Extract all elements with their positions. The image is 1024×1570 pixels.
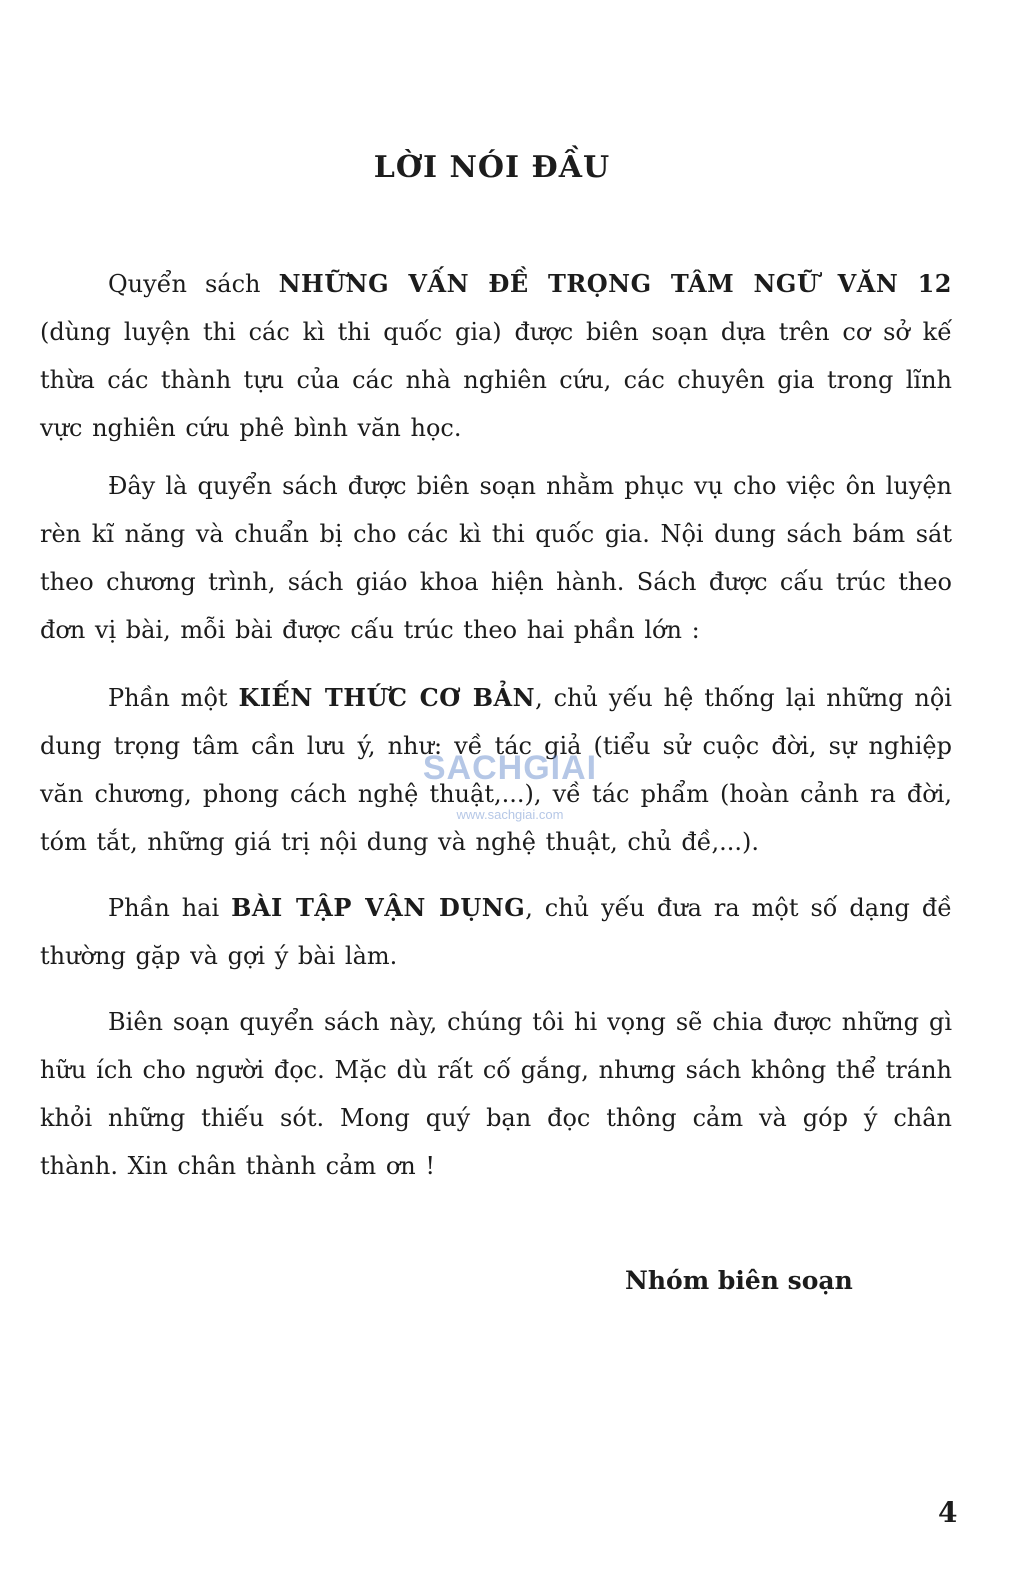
part-one-heading: KIẾN THỨC CƠ BẢN <box>238 683 536 712</box>
book-title: NHỮNG VẤN ĐỀ TRỌNG TÂM NGỮ VĂN 12 <box>278 269 953 298</box>
part-two-heading: BÀI TẬP VẬN DỤNG <box>231 893 526 922</box>
paragraph-text-pre: Phần hai <box>108 894 232 922</box>
paragraph-text: Biên soạn quyển sách này, chúng tôi hi vọng sẽ chia được những gì hữu ích cho người đọc. Mặc dù rất cố gắng, nhưng sách không thể tránh khỏi những thiếu sót. Mong quý bạn đọc thông cảm và góp ý chân thành. Xin chân thành cảm ơn ! <box>40 1008 952 1180</box>
paragraph-text-post: , chủ yếu đưa ra một số dạng đề thường gặp và gợi ý bài làm. <box>40 894 952 970</box>
watermark-logo-text: SACHGIAI <box>422 749 598 787</box>
paragraph-text-post: , chủ yếu hệ thống lại những nội dung trọng tâm cần lưu ý, như: về tác giả (tiểu sử cuộc đời, sự nghiệp văn chương, phong cách nghệ thuật,...), về tác phẩm (hoàn cảnh ra đời, tóm tắt, những giá trị nội dung và nghệ thuật, chủ đề,...). <box>40 684 952 856</box>
paragraph-text: Đây là quyển sách được biên soạn nhằm phục vụ cho việc ôn luyện rèn kĩ năng và chuẩn bị cho các kì thi quốc gia. Nội dung sách bám sát theo chương trình, sách giáo khoa hiện hành. Sách được cấu trúc theo đơn vị bài, mỗi bài được cấu trúc theo hai phần lớn : <box>40 472 952 644</box>
paragraph-closing <box>40 998 952 1190</box>
page-title: LỜI NÓI ĐẦU <box>373 150 611 185</box>
page-number: 4 <box>938 1496 958 1529</box>
paragraph-text-post: (dùng luyện thi các kì thi quốc gia) được biên soạn dựa trên cơ sở kế thừa các thành tựu của các nhà nghiên cứu, các chuyên gia trong lĩnh vực nghiên cứu phê bình văn học. <box>40 318 952 442</box>
paragraph-part-two <box>40 884 952 980</box>
paragraph-introduction <box>40 260 952 452</box>
paragraph-text-pre: Quyển sách <box>108 270 279 298</box>
signature: Nhóm biên soạn <box>625 1266 853 1295</box>
paragraph-text-pre: Phần một <box>108 684 239 712</box>
watermark-url: www.sachgiai.com <box>456 807 564 822</box>
paragraph-purpose <box>40 462 952 654</box>
watermark-logo <box>410 750 610 822</box>
